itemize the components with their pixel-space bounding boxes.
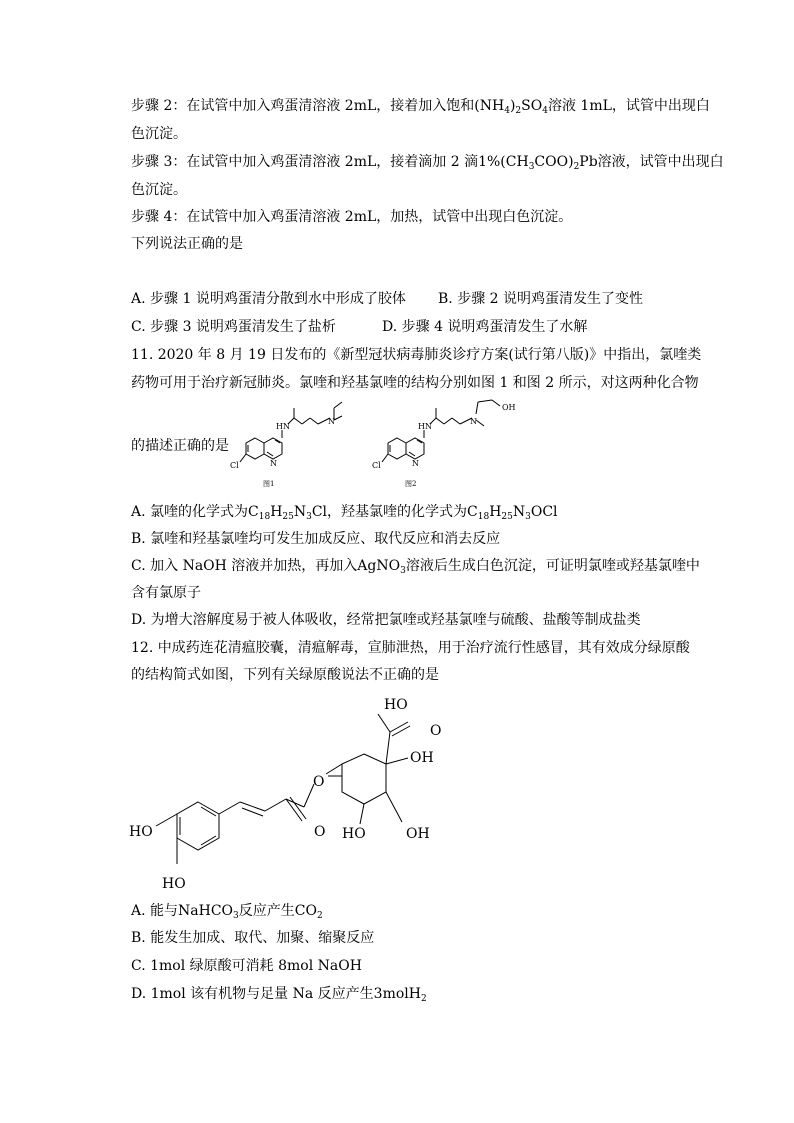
text: N [512, 504, 526, 520]
q12-line2: 的结构简式如图，下列有关绿原酸说法不正确的是 [131, 667, 439, 683]
text: N [293, 504, 307, 520]
q12-option-c: C. 1mol 绿原酸可消耗 8mol NaOH [131, 958, 362, 974]
text: SO [521, 98, 543, 114]
chlorine-label: Cl [230, 461, 239, 470]
subscript: 2 [420, 994, 427, 1004]
text: A. 能与NaHCO [131, 903, 234, 919]
hydroxyl-label: HO [342, 826, 366, 842]
q11-line3: 的描述正确的是 [131, 438, 229, 454]
text: Cl，羟基氯喹的化学式为C [311, 504, 478, 520]
hydroxychloroquine-structure [372, 398, 532, 492]
q10-option-d: D. 步骤 4 说明鸡蛋清发生了水解 [382, 319, 588, 335]
text: 溶液后生成白色沉淀，可证明氯喹或羟基氯喹中 [405, 558, 700, 574]
question10-prompt: 下列说法正确的是 [131, 236, 243, 252]
q11-option-b: B. 氯喹和羟基氯喹均可发生加成反应、取代反应和消去反应 [131, 531, 501, 547]
q11-option-a [131, 502, 558, 522]
step2-line1 [131, 96, 710, 116]
chlorine-label: Cl [372, 461, 381, 470]
subscript: 3 [528, 162, 535, 172]
text: Pb溶液，试管中出现白 [579, 154, 724, 170]
subscript: 3 [233, 911, 239, 921]
amine-label: HN [418, 422, 432, 431]
hydroxyl-label: OH [406, 826, 430, 842]
ester-oxygen-label: O [313, 774, 325, 790]
q11-option-c-line1 [131, 556, 700, 576]
step2-line2: 色沉淀。 [131, 126, 187, 142]
subscript: 4 [504, 106, 510, 116]
text: ) [509, 98, 516, 114]
subscript: 3 [400, 566, 406, 576]
chlorogenic-acid-structure [128, 692, 458, 892]
q12-option-b: B. 能发生加成、取代、加聚、缩聚反应 [131, 930, 375, 946]
figure-2-caption: 图2 [405, 480, 417, 488]
step3-line1 [131, 152, 724, 172]
acid-oxygen-label: O [430, 723, 442, 739]
text: 溶液 1mL，试管中出现白 [547, 98, 710, 114]
text: C. 加入 NaOH 溶液并加热，再加入AgNO [131, 558, 401, 574]
text: A. 氯喹的化学式为C [131, 504, 259, 520]
q10-option-a: A. 步骤 1 说明鸡蛋清分散到水中形成了胶体 [131, 291, 406, 307]
q11-line1: 11. 2020 年 8 月 19 日发布的《新型冠状病毒肺炎诊疗方案(试行第八版)》中指出，氯喹类 [131, 347, 702, 363]
subscript: 2 [573, 162, 580, 172]
q11-option-c-line2: 含有氯原子 [131, 585, 201, 601]
subscript: 2 [316, 911, 323, 921]
nitrogen-label: N [470, 417, 477, 426]
subscript: 25 [501, 512, 513, 522]
text: 步骤 2：在试管中加入鸡蛋清溶液 2mL，接着加入饱和(NH [131, 98, 505, 114]
q12-line1: 12. 中成药连花清瘟胶囊，清瘟解毒，宣肺泄热，用于治疗流行性感冒，其有效成分绿原酸 [131, 640, 690, 656]
q10-option-b: B. 步骤 2 说明鸡蛋清发生了变性 [438, 291, 643, 307]
ring-nitrogen-label: N [412, 459, 419, 468]
q11-option-d: D. 为增大溶解度易于被人体吸收，经常把氯喹或羟基氯喹与硫酸、盐酸等制成盐类 [131, 612, 641, 628]
hydroxyl-label: OH [502, 403, 516, 412]
subscript: 4 [542, 106, 548, 116]
ring-nitrogen-label: N [270, 459, 277, 468]
chloroquine-structure [230, 398, 350, 492]
text: OCl [530, 504, 558, 520]
acid-hydroxyl-label: HO [384, 697, 408, 713]
text: H [489, 504, 502, 520]
step3-line2: 色沉淀。 [131, 182, 187, 198]
figure-1-caption: 图1 [263, 480, 275, 488]
amine-label: HN [276, 422, 290, 431]
subscript: 2 [515, 106, 522, 116]
subscript: 25 [282, 512, 294, 522]
hydroxyl-label: OH [410, 750, 434, 766]
q11-line2: 药物可用于治疗新冠肺炎。氯喹和羟基氯喹的结构分别如图 1 和图 2 所示，对这两种化合物 [131, 375, 699, 391]
q12-option-a [131, 901, 323, 921]
text: 反应产生CO [238, 903, 317, 919]
subscript: 3 [306, 512, 312, 522]
text: 步骤 3：在试管中加入鸡蛋清溶液 2mL，接着滴加 2 滴1%(CH [131, 154, 529, 170]
text: H [270, 504, 283, 520]
subscript: 18 [477, 512, 490, 522]
q12-option-d [131, 984, 427, 1004]
carbonyl-oxygen-label: O [314, 824, 326, 840]
nitrogen-label: N [328, 417, 335, 426]
step4-line: 步骤 4：在试管中加入鸡蛋清溶液 2mL，加热，试管中出现白色沉淀。 [131, 209, 573, 225]
subscript: 18 [258, 512, 271, 522]
text: COO) [534, 154, 574, 170]
subscript: 3 [525, 512, 531, 522]
text: D. 1mol 该有机物与足量 Na 反应产生3molH [131, 986, 421, 1002]
hydroxyl-label: HO [129, 824, 153, 840]
q10-option-c: C. 步骤 3 说明鸡蛋清发生了盐析 [131, 319, 336, 335]
hydroxyl-label: HO [162, 876, 186, 892]
